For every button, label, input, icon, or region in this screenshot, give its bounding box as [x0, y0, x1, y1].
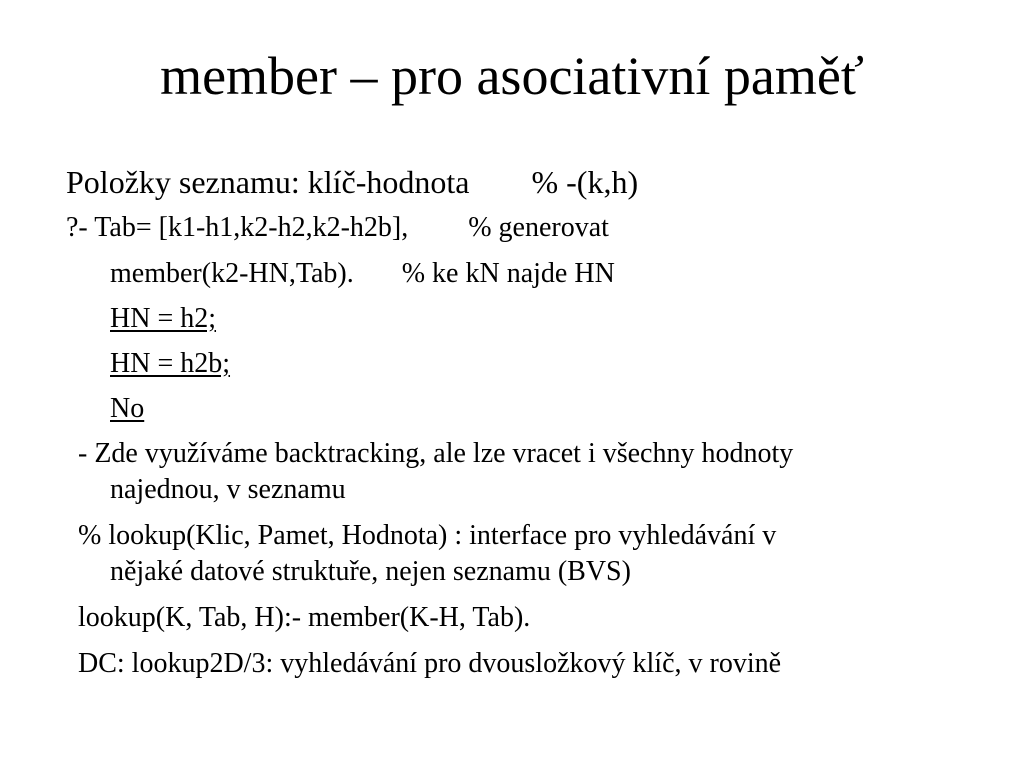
- items-comment: % -(k,h): [531, 164, 639, 200]
- tab-comment: % generovat: [468, 212, 609, 243]
- items-text: Položky seznamu: klíč-hodnota: [66, 164, 470, 200]
- member-code: member(k2-HN,Tab).: [110, 258, 354, 289]
- backtracking-line-1: - Zde využíváme backtracking, ale lze vracet i všechny hodnoty: [78, 438, 794, 469]
- tab-code: ?- Tab= [k1-h1,k2-h2,k2-h2b],: [66, 212, 409, 243]
- answer-no: No: [110, 393, 145, 424]
- member-comment: % ke kN najde HN: [401, 258, 615, 289]
- dc-line: DC: lookup2D/3: vyhledávání pro dvousložkový klíč, v rovině: [78, 648, 782, 679]
- lookup-line-2: nějaké datové struktuře, nejen seznamu (BVS): [110, 556, 631, 587]
- items-line: [66, 162, 638, 202]
- answer-hn-h2: HN = h2;: [110, 303, 217, 334]
- backtracking-line-2: najednou, v seznamu: [110, 474, 346, 505]
- lookup-line-1: % lookup(Klic, Pamet, Hodnota) : interface pro vyhledávání v: [78, 520, 777, 551]
- answer-hn-h2b: HN = h2b;: [110, 348, 231, 379]
- slide-title: member – pro asociativní paměť: [160, 46, 864, 106]
- tab-line: [66, 210, 609, 246]
- member-line: [110, 256, 615, 292]
- lookup-definition: lookup(K, Tab, H):- member(K-H, Tab).: [78, 602, 531, 633]
